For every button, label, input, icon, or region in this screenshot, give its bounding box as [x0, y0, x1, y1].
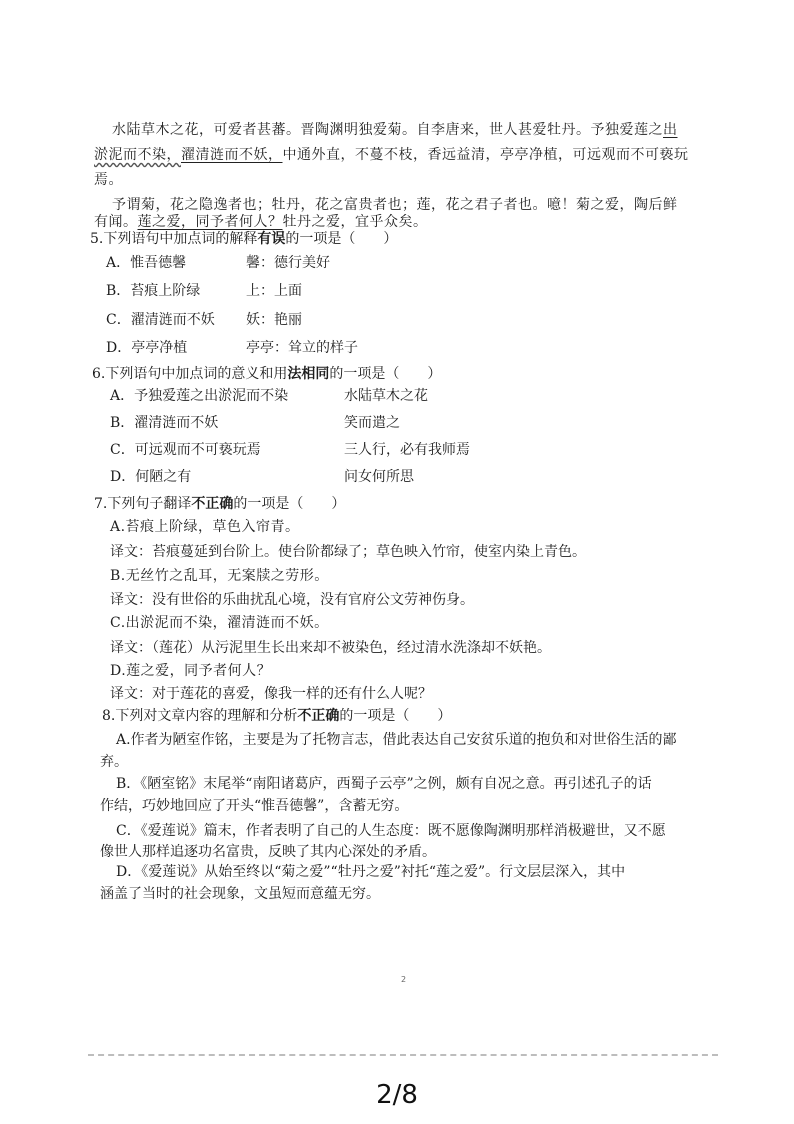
q5-option-a: [106, 254, 186, 272]
q5-option-b-gloss: 上：上面: [246, 283, 302, 299]
passage-line-2: [94, 146, 689, 164]
question-text: 的一项是（ ）: [329, 366, 442, 382]
question-8-stem: [102, 707, 451, 725]
q7-item-d-source: D.莲之爱，同予者何人？: [110, 663, 272, 679]
q6-option-d: [110, 468, 191, 486]
question-text: 6.下列语句中加点词的意义和用: [92, 366, 288, 382]
passage-text: 焉。: [94, 172, 123, 188]
question-6-stem: [92, 365, 441, 383]
page-number-small: 2: [401, 975, 407, 984]
passage-line-5: [94, 213, 428, 231]
question-emphasis: 法相同: [287, 366, 330, 382]
option-label: B．濯清涟而不妖: [110, 415, 219, 431]
page-indicator: 2/8: [376, 1080, 418, 1110]
q6-option-b-pair: 笑而遣之: [344, 415, 400, 431]
q5-option-c: [106, 311, 215, 329]
option-label: C．濯清涟而不妖: [106, 312, 215, 328]
q6-option-a-pair: 水陆草木之花: [344, 388, 428, 404]
q7-item-c-translation: 译文：（莲花）从污泥里生长出来却不被染色，经过清水洗涤却不妖艳。: [110, 640, 551, 656]
q8-option-c-line2: 像世人那样追逐功名富贵，反映了其内心深处的矛盾。: [100, 844, 436, 860]
q7-item-c-source: C.出淤泥而不染，濯清涟而不妖。: [110, 615, 329, 631]
question-text: 的一项是（ ）: [339, 708, 452, 724]
passage-text-underlined: 濯清涟而不妖，: [181, 147, 283, 163]
passage-line-3: [94, 171, 123, 189]
q6-option-c-pair: 三人行，必有我师焉: [344, 442, 470, 458]
passage-line-1: [112, 121, 678, 139]
q7-item-a-source: A.苔痕上阶绿，草色入帘青。: [110, 519, 300, 535]
passage-text-underlined: 出: [663, 122, 678, 138]
passage-text: 中通外直，不蔓不枝，香远益清，亭亭净植，可远观而不可亵玩: [282, 147, 689, 163]
q6-option-c: [110, 441, 261, 459]
passage-text: 牡丹之爱，宜乎众矣。: [282, 214, 428, 230]
q5-option-c-gloss: 妖：艳丽: [246, 312, 302, 328]
question-5-stem: [90, 230, 397, 248]
passage-text-wavy: 淤泥而不染，: [94, 147, 181, 163]
q8-option-a-line2: 弃。: [100, 754, 128, 770]
q5-option-a-gloss: 馨：德行美好: [246, 255, 330, 271]
passage-text: 水陆草木之花，可爱者甚蕃。晋陶渊明独爱菊。自李唐来，世人甚爱牡丹。予独爱莲之: [112, 122, 663, 138]
question-text: 的一项是（ ）: [285, 231, 398, 247]
q8-option-d-line2: 涵盖了当时的社会现象，文虽短而意蕴无穷。: [100, 886, 380, 902]
passage-text: 有闻。: [94, 214, 138, 230]
question-text: 的一项是（ ）: [233, 496, 346, 512]
passage-text-underlined: 莲之爱，同予者何人？: [137, 214, 283, 230]
footer-divider: [88, 1054, 718, 1056]
q6-option-d-pair: 问女何所思: [344, 469, 414, 485]
option-label: D．何陋之有: [110, 469, 192, 485]
question-text: 5.下列语句中加点词的解释: [90, 231, 258, 247]
q7-item-a-translation: 译文：苔痕蔓延到台阶上。使台阶都绿了；草色映入竹帘，使室内染上青色。: [110, 544, 586, 560]
question-emphasis: 不正确: [297, 708, 340, 724]
passage-line-4: [112, 196, 678, 214]
q7-item-b-source: B.无丝竹之乱耳，无案牍之劳形。: [110, 568, 329, 584]
question-text: 8.下列对文章内容的理解和分析: [102, 708, 298, 724]
option-label: B．苔痕上阶绿: [106, 283, 201, 299]
q6-option-a: [110, 387, 288, 405]
option-label: D．亭亭净植: [106, 340, 188, 356]
q7-item-b-translation: 译文：没有世俗的乐曲扰乱心境，没有官府公文劳神伤身。: [110, 592, 474, 608]
q5-option-d: [106, 339, 187, 357]
q8-option-d-line1: D．《爱莲说》从始至终以“菊之爱”“牡丹之爱”衬托“莲之爱”。行文层层深入，其中: [116, 864, 626, 880]
passage-text: 予谓菊，花之隐逸者也；牡丹，花之富贵者也；莲，花之君子者也。噫！菊之爱，陶后鲜: [112, 197, 678, 213]
question-text: 7.下列句子翻译: [94, 496, 192, 512]
option-label: A．惟吾德馨: [106, 255, 187, 271]
q7-item-d-translation: 译文：对于莲花的喜爱，像我一样的还有什么人呢？: [110, 686, 432, 702]
q6-option-b: [110, 414, 218, 432]
option-label: C．可远观而不可亵玩焉: [110, 442, 261, 458]
question-7-stem: [94, 495, 345, 513]
q5-option-d-gloss: 亭亭：耸立的样子: [246, 340, 358, 356]
q8-option-b-line2: 作结，巧妙地回应了开头“惟吾德馨”，含蓄无穷。: [100, 798, 409, 814]
question-emphasis: 有误: [257, 231, 286, 247]
q8-option-b-line1: B．《陋室铭》末尾举“南阳诸葛庐，西蜀子云亭”之例，颇有自况之意。再引述孔子的话: [116, 776, 652, 792]
option-label: A．予独爱莲之出淤泥而不染: [110, 388, 289, 404]
q8-option-c-line1: C．《爱莲说》篇末，作者表明了自己的人生态度：既不愿像陶渊明那样消极避世，又不愿: [116, 823, 666, 839]
q8-option-a-line1: A.作者为陋室作铭，主要是为了托物言志，借此表达自己安贫乐道的抱负和对世俗生活的鄙: [116, 732, 677, 748]
q5-option-b: [106, 282, 200, 300]
question-emphasis: 不正确: [191, 496, 234, 512]
